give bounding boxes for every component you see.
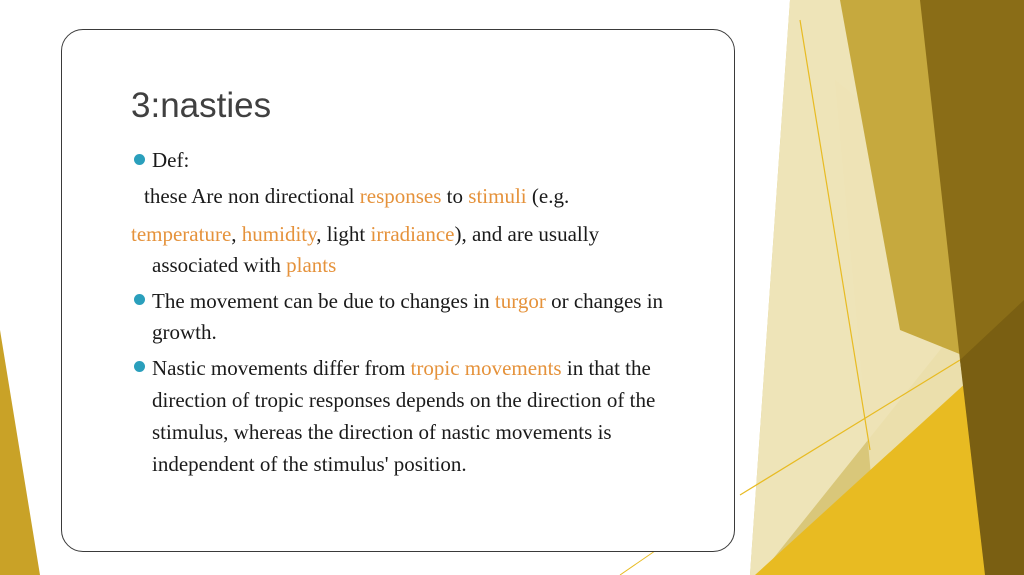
bullet-def-label: Def:: [152, 148, 190, 172]
term-tropic-movements[interactable]: tropic movements: [410, 356, 562, 380]
term-responses[interactable]: responses: [359, 184, 442, 208]
bullet-nastic-line-1: Nastic movements differ from tropic movements in that the: [152, 356, 651, 380]
bullet-dot-nastic: [134, 361, 145, 372]
bullet-nastic-line-4: independent of the stimulus' position.: [152, 452, 467, 476]
term-turgor[interactable]: turgor: [494, 289, 546, 313]
term-plants[interactable]: plants: [286, 253, 337, 277]
def-line-3: associated with plants: [152, 253, 337, 277]
bullet-nastic-line-2: direction of tropic responses depends on the direction of the: [152, 388, 656, 412]
def-line-2: temperature, humidity, light irradiance), and are usually: [131, 222, 600, 246]
term-irradiance[interactable]: irradiance: [370, 222, 455, 246]
term-temperature[interactable]: temperature: [131, 222, 232, 246]
term-humidity[interactable]: humidity: [241, 222, 317, 246]
bullet-nastic-line-3: stimulus, whereas the direction of nastic movements is: [152, 420, 612, 444]
term-stimuli[interactable]: stimuli: [468, 184, 527, 208]
bullet-movement-line-2: growth.: [152, 320, 217, 344]
def-line-1: these Are non directional responses to stimuli (e.g.: [144, 184, 570, 208]
slide-title: 3:nasties: [131, 86, 272, 125]
bullet-dot-movement: [134, 294, 145, 305]
deco-left-wedge: [0, 330, 40, 575]
bullet-movement-line-1: The movement can be due to changes in turgor or changes in: [152, 289, 664, 313]
bullet-dot-def: [134, 154, 145, 165]
